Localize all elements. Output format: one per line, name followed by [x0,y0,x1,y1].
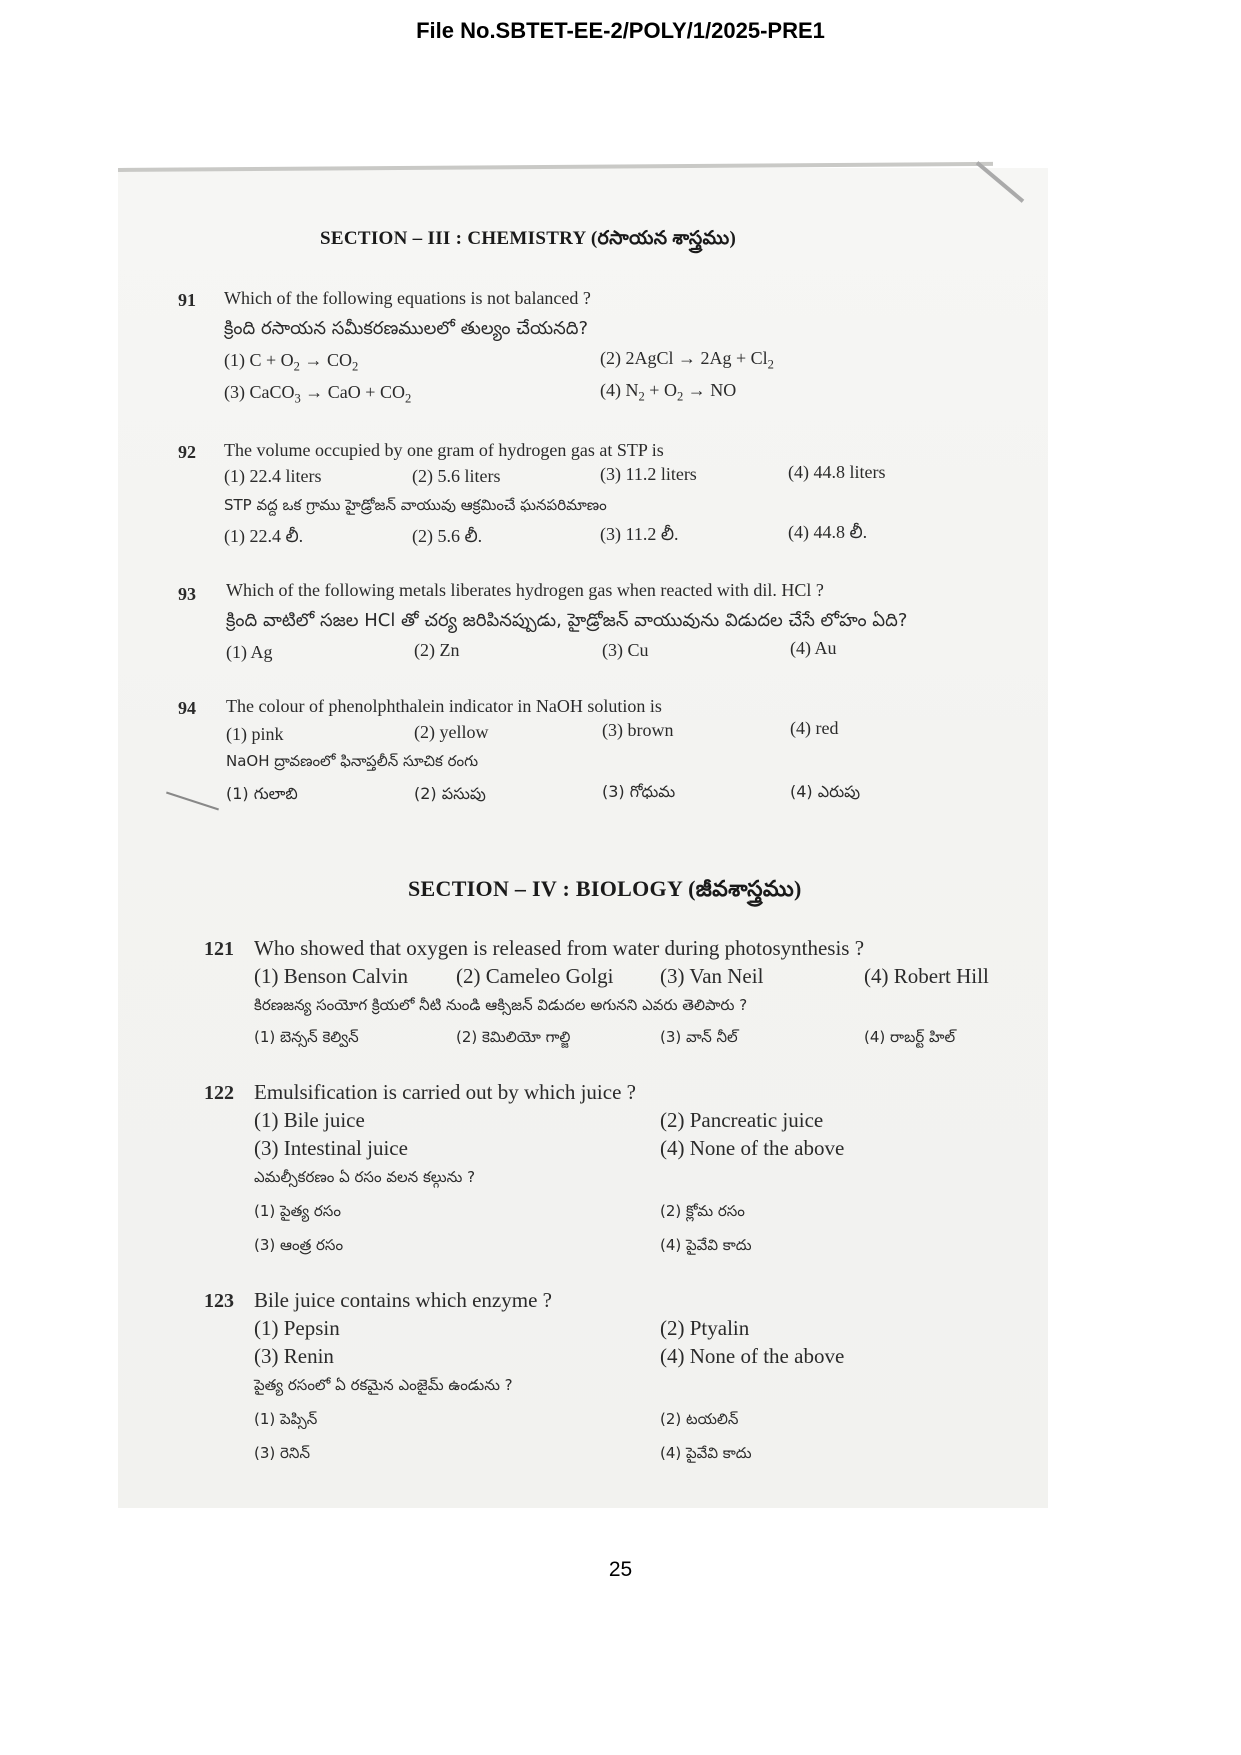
option-2-telugu: (2) పసుపు [414,784,486,803]
option-2: (2) Cameleo Golgi [456,964,614,988]
question-text-telugu: క్రింది రసాయన సమీకరణములలో తుల్యం చేయనది? [224,318,588,339]
option-3-telugu: (3) వాన్ నీల్ [660,1028,738,1046]
option-1: (1) Benson Calvin [254,964,408,988]
option-3-telugu: (3) రెనిన్ [254,1444,310,1462]
option-1: (1) 22.4 liters [224,466,322,486]
question-text: The colour of phenolphthalein indicator in NaOH solution is [226,696,662,716]
question-number: 92 [178,442,196,462]
question-text-telugu: STP వద్ద ఒక గ్రాము హైడ్రోజన్ వాయువు ఆక్రమించే ఘనపరిమాణం [224,496,607,514]
question-number: 123 [204,1290,234,1312]
option-4: (4) None of the above [660,1136,845,1160]
option-1-telugu: (1) పెప్సిన్ [254,1410,318,1428]
option-4: (4) Au [790,638,837,658]
option-1: (1) Bile juice [254,1108,365,1132]
option-3-telugu: (3) గోధుమ [602,782,676,801]
question-text-telugu: పైత్య రసంలో ఏ రకమైన ఎంజైమ్ ఉండును ? [254,1376,513,1394]
page-number: 25 [608,1558,633,1581]
option-4-telugu: (4) ఎరుపు [790,782,861,801]
option-3: (3) CaCO$_3$ → CaO + $CO_2$ [224,382,412,406]
option-4: (4) 44.8 liters [788,462,886,482]
option-3: (3) Van Neil [660,964,764,988]
option-4: (4) $N_2 + O_2$ → NO [600,380,737,404]
question-text: Which of the following metals liberates hydrogen gas when reacted with dil. HCl ? [226,580,824,600]
option-1-telugu: (1) గులాబి [226,784,298,803]
chemistry-section-title: SECTION – III : CHEMISTRY (రసాయన శాస్త్రము) [320,228,737,249]
option-4: (4) red [790,718,839,738]
option-2-telugu: (2) కెమిలియో గాల్జి [456,1028,571,1046]
option-2-telugu: (2) క్లోమ రసం [660,1202,745,1220]
option-2-telugu: (2) 5.6 లీ. [412,526,483,546]
option-3: (3) brown [602,720,674,740]
option-2: (2) 2AgCl → $2Ag + Cl_2$ [600,348,774,372]
option-2: (2) Ptyalin [660,1316,750,1340]
option-4-telugu: (4) పైవేవి కాదు [660,1444,752,1462]
option-1: (1) $C + O_2 \to CO_2$ [224,350,359,374]
question-text-telugu: క్రింది వాటిలో సజల HCl తో చర్య జరిపినప్పుడు, హైడ్రోజన్ వాయువును విడుదల చేసే లోహం ఏది? [226,610,908,631]
option-3: (3) Intestinal juice [254,1136,408,1160]
question-text-telugu: NaOH ద్రావణంలో ఫినాప్తలీన్ సూచిక రంగు [226,752,479,770]
question-number: 121 [204,938,234,960]
option-2: (2) yellow [414,722,489,742]
option-4-telugu: (4) రాబర్ట్ హిల్ [864,1028,956,1046]
option-4: (4) Robert Hill [864,964,989,988]
option-1-telugu: (1) పైత్య రసం [254,1202,341,1220]
question-text-telugu: కిరణజన్య సంయోగ క్రియలో నీటి నుండి ఆక్సిజన్ విడుదల అగునని ఎవరు తెలిపారు ? [254,996,748,1014]
question-text: Who showed that oxygen is released from water during photosynthesis ? [254,936,865,960]
question-text: Which of the following equations is not balanced ? [224,288,591,308]
option-1: (1) Ag [226,642,273,662]
option-3-telugu: (3) 11.2 లీ. [600,524,679,544]
option-3-telugu: (3) ఆంత్ర రసం [254,1236,344,1254]
option-3: (3) 11.2 liters [600,464,697,484]
option-4-telugu: (4) పైవేవి కాదు [660,1236,752,1254]
question-text: The volume occupied by one gram of hydrogen gas at STP is [224,440,664,460]
file-number-header: File No.SBTET-EE-2/POLY/1/2025-PRE1 [416,18,825,43]
option-1: (1) pink [226,724,284,744]
option-2: (2) Pancreatic juice [660,1108,824,1132]
option-4-telugu: (4) 44.8 లీ. [788,522,868,542]
question-number: 93 [178,584,196,604]
option-2: (2) 5.6 liters [412,466,501,486]
option-3: (3) Cu [602,640,649,660]
option-1-telugu: (1) 22.4 లీ. [224,526,304,546]
option-2: (2) Zn [414,640,460,660]
question-number: 94 [178,698,196,718]
biology-section-title: SECTION – IV : BIOLOGY (జీవశాస్త్రము) [408,876,802,901]
option-1-telugu: (1) బెన్సన్ కెల్విన్ [254,1028,359,1046]
option-1: (1) Pepsin [254,1316,340,1340]
question-text: Emulsification is carried out by which juice ? [254,1080,636,1104]
option-3: (3) Renin [254,1344,334,1368]
option-4: (4) None of the above [660,1344,845,1368]
option-2-telugu: (2) టయలిన్ [660,1410,739,1428]
question-text: Bile juice contains which enzyme ? [254,1288,552,1312]
question-text-telugu: ఎమల్సీకరణం ఏ రసం వలన కల్గును ? [254,1168,476,1186]
question-number: 122 [204,1082,234,1104]
question-number: 91 [178,290,196,310]
